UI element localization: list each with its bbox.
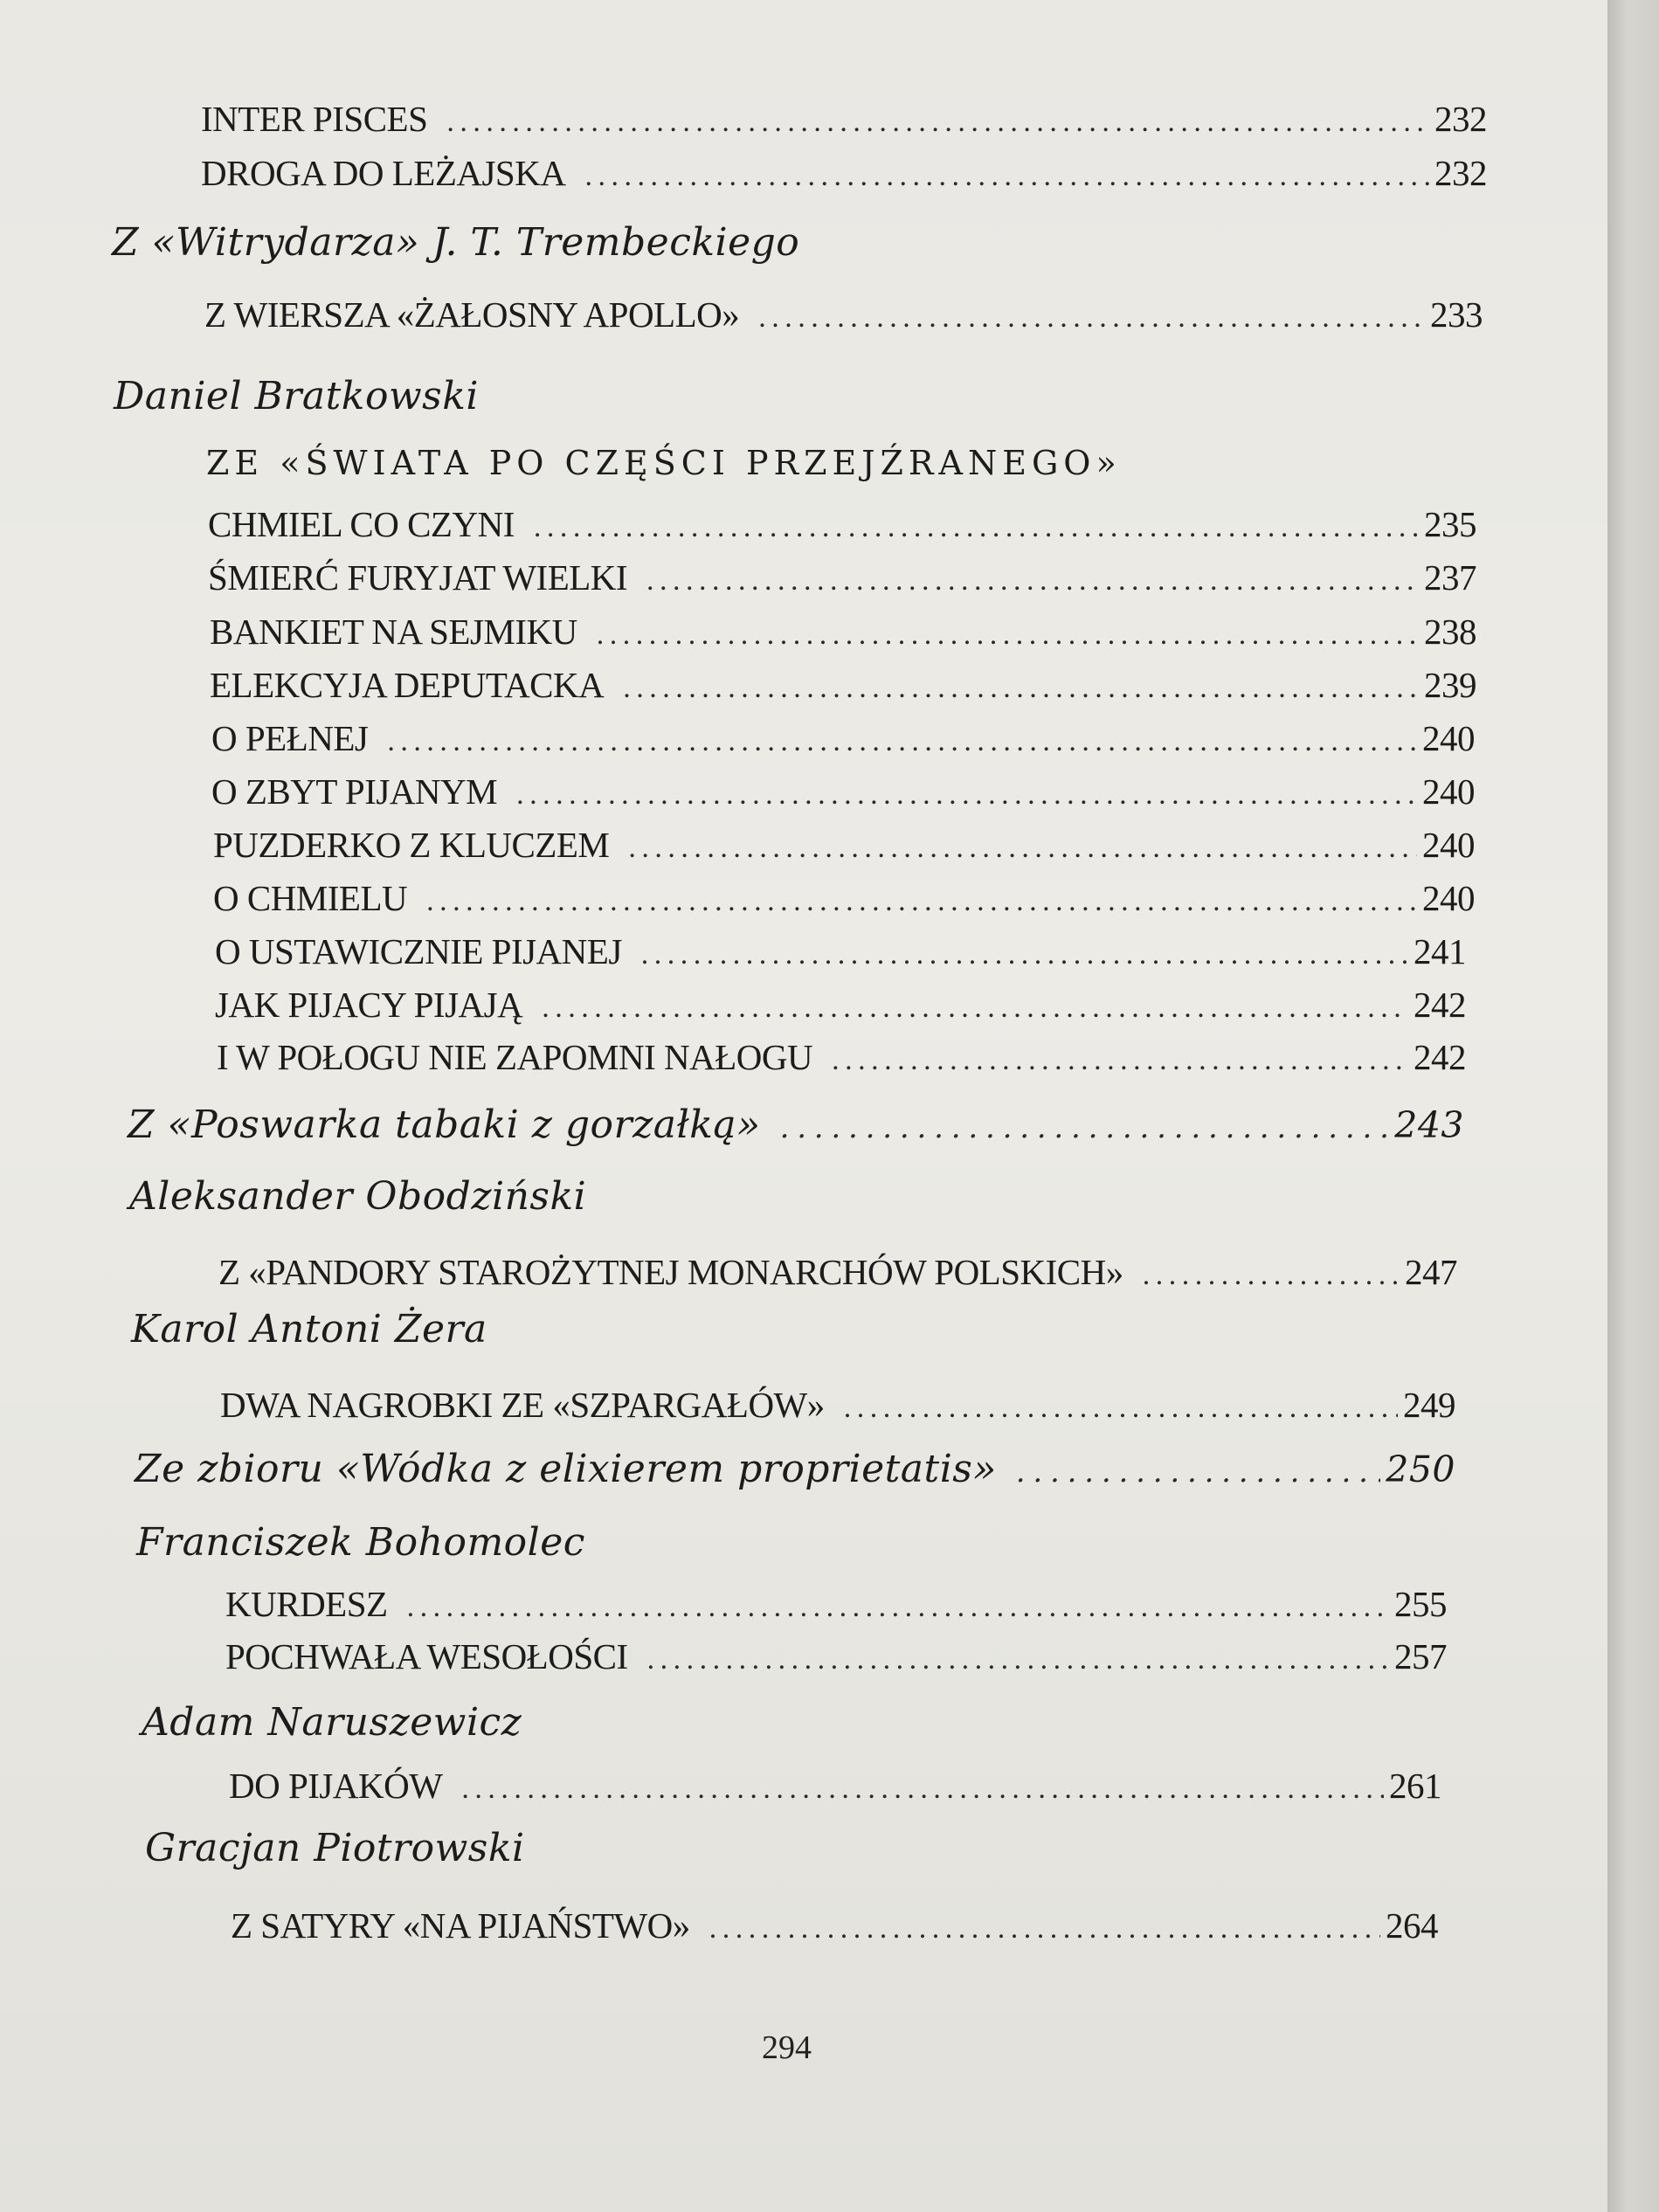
dot-leader xyxy=(584,160,1429,193)
entry-page: 239 xyxy=(1424,665,1476,705)
entry-page: 247 xyxy=(1405,1252,1457,1292)
entry-title: O USTAWICZNIE PIJANEJ xyxy=(215,931,622,971)
dot-leader xyxy=(1016,1455,1380,1490)
entry-title: POCHWAŁA WESOŁOŚCI xyxy=(225,1636,628,1676)
dot-leader xyxy=(407,1591,1389,1624)
toc-author-entry xyxy=(135,1447,1455,1491)
entry-page: 240 xyxy=(1422,718,1475,758)
dot-leader xyxy=(628,832,1417,865)
toc-entry xyxy=(213,824,1475,866)
page-number: 294 xyxy=(762,2029,812,2066)
toc-entry xyxy=(225,1635,1447,1677)
entry-page: 240 xyxy=(1422,825,1475,865)
entry-page: 264 xyxy=(1386,1905,1438,1946)
entry-title: O PEŁNEJ xyxy=(211,718,369,758)
toc-author xyxy=(112,220,819,265)
toc-entry xyxy=(208,556,1476,598)
dot-leader xyxy=(461,1773,1384,1806)
dot-leader xyxy=(597,619,1419,652)
entry-title: DWA NAGROBKI ZE «SZPARGAŁÓW» xyxy=(220,1385,825,1425)
entry-page: 242 xyxy=(1414,1037,1466,1077)
toc-author xyxy=(145,1826,544,1870)
dot-leader xyxy=(1143,1259,1400,1292)
toc-author xyxy=(131,1307,507,1351)
toc-entry xyxy=(201,98,1487,140)
dot-leader xyxy=(534,511,1419,544)
entry-page: 243 xyxy=(1394,1104,1464,1146)
author-heading: Daniel Bratkowski xyxy=(114,374,479,418)
entry-title: JAK PIJACY PIJAJĄ xyxy=(215,985,523,1025)
toc-entry xyxy=(210,664,1476,706)
entry-page: 250 xyxy=(1386,1448,1455,1490)
dot-leader xyxy=(542,992,1408,1025)
entry-page: 249 xyxy=(1403,1385,1455,1425)
toc-section-heading xyxy=(206,444,1122,482)
entry-title: O ZBYT PIJANYM xyxy=(211,771,498,812)
toc-author xyxy=(129,1174,605,1219)
toc-entry xyxy=(225,1583,1447,1625)
author-heading: Adam Naruszewicz xyxy=(142,1700,522,1745)
entry-title: KURDESZ xyxy=(225,1584,388,1624)
entry-page: 261 xyxy=(1389,1766,1441,1806)
dot-leader xyxy=(832,1044,1408,1077)
author-heading: Z «Poswarka tabaki z gorzałką» xyxy=(128,1103,761,1147)
entry-page: 233 xyxy=(1430,294,1483,335)
dot-leader xyxy=(641,938,1408,971)
entry-page: 241 xyxy=(1414,931,1466,971)
entry-title: O CHMIELU xyxy=(213,878,408,918)
toc-entry xyxy=(215,984,1466,1026)
entry-page: 238 xyxy=(1424,612,1476,652)
dot-leader xyxy=(758,301,1425,335)
entry-title: BANKIET NA SEJMIKU xyxy=(210,612,577,652)
dot-leader xyxy=(647,1643,1389,1676)
dot-leader xyxy=(516,778,1417,812)
toc-entry xyxy=(210,611,1476,653)
toc-entry xyxy=(211,717,1475,759)
toc-entry xyxy=(229,1765,1441,1807)
entry-page: 257 xyxy=(1394,1636,1447,1676)
dot-leader xyxy=(446,106,1429,139)
dot-leader xyxy=(844,1392,1398,1425)
toc-entry xyxy=(215,930,1466,972)
author-heading: Z «Witrydarza» J. T. Trembeckiego xyxy=(112,220,800,265)
entry-title: Z SATYRY «NA PIJAŃSTWO» xyxy=(231,1905,690,1946)
entry-page: 240 xyxy=(1422,771,1475,812)
toc-author xyxy=(142,1700,541,1745)
entry-page: 235 xyxy=(1424,504,1476,544)
entry-title: DO PIJAKÓW xyxy=(229,1766,443,1806)
adjacent-page-edge xyxy=(1607,0,1659,2212)
toc-entry xyxy=(204,294,1483,335)
toc-entry xyxy=(231,1904,1438,1946)
entry-page: 237 xyxy=(1424,557,1476,598)
toc-entry xyxy=(208,503,1476,545)
dot-leader xyxy=(387,725,1417,758)
entry-page: 255 xyxy=(1394,1584,1447,1624)
entry-title: CHMIEL CO CZYNI xyxy=(208,504,515,544)
entry-title: INTER PISCES xyxy=(201,99,428,139)
toc-entry xyxy=(201,152,1487,194)
toc-author xyxy=(136,1520,605,1565)
toc-author xyxy=(114,374,498,418)
toc-entry xyxy=(211,771,1475,812)
entry-title: I W POŁOGU NIE ZAPOMNI NAŁOGU xyxy=(217,1037,813,1077)
entry-title: ELEKCYJA DEPUTACKA xyxy=(210,665,605,705)
entry-page: 240 xyxy=(1422,878,1475,918)
toc-entry xyxy=(213,877,1475,919)
toc-entry xyxy=(217,1036,1466,1078)
dot-leader xyxy=(780,1110,1390,1145)
toc-author-entry xyxy=(128,1103,1464,1147)
author-heading: Gracjan Piotrowski xyxy=(145,1826,525,1870)
dot-leader xyxy=(646,564,1419,598)
entry-page: 232 xyxy=(1434,99,1487,139)
entry-title: DROGA DO LEŻAJSKA xyxy=(201,153,566,193)
entry-title: Z «PANDORY STAROŻYTNEJ MONARCHÓW POLSKICH» xyxy=(218,1252,1123,1292)
entry-title: Z WIERSZA «ŻAŁOSNY APOLLO» xyxy=(204,294,740,335)
author-heading: Ze zbioru «Wódka z elixierem proprietatis» xyxy=(135,1447,997,1491)
toc-entry xyxy=(218,1251,1457,1293)
entry-page: 232 xyxy=(1434,153,1487,193)
entry-title: PUZDERKO Z KLUCZEM xyxy=(213,825,610,865)
section-heading: ZE «ŚWIATA PO CZĘŚCI PRZEJŹRANEGO» xyxy=(206,444,1122,482)
entry-page: 242 xyxy=(1414,985,1466,1025)
author-heading: Aleksander Obodziński xyxy=(129,1174,587,1219)
dot-leader xyxy=(709,1912,1380,1946)
author-heading: Franciszek Bohomolec xyxy=(136,1520,585,1565)
author-heading: Karol Antoni Żera xyxy=(131,1307,487,1351)
dot-leader xyxy=(623,672,1419,705)
dot-leader xyxy=(426,885,1417,918)
toc-entry xyxy=(220,1384,1455,1426)
entry-title: ŚMIERĆ FURYJAT WIELKI xyxy=(208,557,628,598)
